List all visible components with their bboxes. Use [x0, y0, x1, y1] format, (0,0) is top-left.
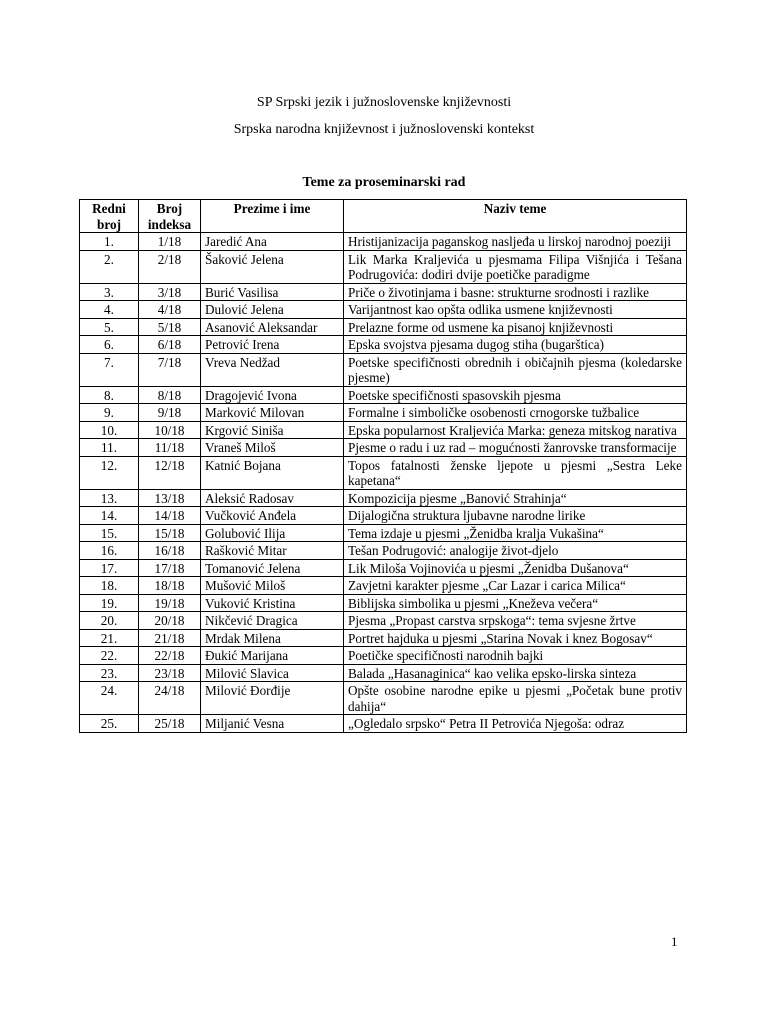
cell-ordinal: 15.	[80, 524, 139, 542]
table-row	[80, 353, 687, 386]
cell-student-name: Jaredić Ana	[201, 233, 344, 251]
topics-table	[79, 199, 687, 733]
cell-ordinal: 16.	[80, 542, 139, 560]
cell-index-number: 21/18	[139, 629, 201, 647]
cell-topic: Biblijska simbolika u pjesmi „Kneževa večera“	[344, 594, 687, 612]
cell-ordinal: 22.	[80, 647, 139, 665]
cell-student-name: Milović Slavica	[201, 664, 344, 682]
cell-index-number: 3/18	[139, 283, 201, 301]
cell-ordinal: 11.	[80, 439, 139, 457]
cell-student-name: Vraneš Miloš	[201, 439, 344, 457]
cell-ordinal: 1.	[80, 233, 139, 251]
cell-topic: Poetičke specifičnosti narodnih bajki	[344, 647, 687, 665]
cell-topic: Poetske specifičnosti obrednih i običajnih pjesma (koledarske pjesme)	[344, 353, 687, 386]
cell-index-number: 4/18	[139, 301, 201, 319]
cell-ordinal: 14.	[80, 507, 139, 525]
cell-topic: Varijantnost kao opšta odlika usmene književnosti	[344, 301, 687, 319]
cell-ordinal: 9.	[80, 404, 139, 422]
document-title: Teme za proseminarski rad	[302, 175, 466, 190]
column-header-name: Prezime i ime	[201, 200, 344, 233]
cell-student-name: Dulović Jelena	[201, 301, 344, 319]
table-row	[80, 250, 687, 283]
cell-student-name: Rašković Mitar	[201, 542, 344, 560]
cell-topic: Portret hajduka u pjesmi „Starina Novak i knez Bogosav“	[344, 629, 687, 647]
table-row	[80, 318, 687, 336]
cell-topic: Pjesma „Propast carstva srpskoga“: tema svjesne žrtve	[344, 612, 687, 630]
cell-index-number: 13/18	[139, 489, 201, 507]
cell-student-name: Petrović Irena	[201, 336, 344, 354]
table-row	[80, 489, 687, 507]
cell-topic: Pjesme o radu i uz rad – mogućnosti žanrovske transformacije	[344, 439, 687, 457]
cell-ordinal: 25.	[80, 715, 139, 733]
cell-ordinal: 4.	[80, 301, 139, 319]
cell-student-name: Nikčević Dragica	[201, 612, 344, 630]
cell-topic: „Ogledalo srpsko“ Petra II Petrovića Njegoša: odraz	[344, 715, 687, 733]
cell-student-name: Krgović Siniša	[201, 421, 344, 439]
table-row	[80, 283, 687, 301]
cell-index-number: 12/18	[139, 456, 201, 489]
cell-topic: Zavjetni karakter pjesme „Car Lazar i carica Milica“	[344, 577, 687, 595]
cell-ordinal: 12.	[80, 456, 139, 489]
table-row	[80, 612, 687, 630]
cell-topic: Hristijanizacija paganskog nasljeđa u lirskoj narodnoj poeziji	[344, 233, 687, 251]
cell-student-name: Šaković Jelena	[201, 250, 344, 283]
table-row	[80, 664, 687, 682]
cell-index-number: 24/18	[139, 682, 201, 715]
cell-student-name: Miljanić Vesna	[201, 715, 344, 733]
cell-student-name: Dragojević Ivona	[201, 386, 344, 404]
cell-index-number: 14/18	[139, 507, 201, 525]
table-row	[80, 594, 687, 612]
cell-ordinal: 2.	[80, 250, 139, 283]
cell-topic: Topos fatalnosti ženske ljepote u pjesmi „Sestra Leke kapetana“	[344, 456, 687, 489]
cell-topic: Lik Miloša Vojinovića u pjesmi „Ženidba Dušanova“	[344, 559, 687, 577]
cell-ordinal: 17.	[80, 559, 139, 577]
table-row	[80, 715, 687, 733]
cell-index-number: 20/18	[139, 612, 201, 630]
course-subtitle: Srpska narodna književnost i južnoslovenski kontekst	[233, 122, 535, 137]
cell-index-number: 6/18	[139, 336, 201, 354]
cell-index-number: 25/18	[139, 715, 201, 733]
cell-student-name: Katnić Bojana	[201, 456, 344, 489]
table-row	[80, 647, 687, 665]
table-row	[80, 577, 687, 595]
table-row	[80, 507, 687, 525]
cell-index-number: 17/18	[139, 559, 201, 577]
cell-index-number: 16/18	[139, 542, 201, 560]
cell-ordinal: 6.	[80, 336, 139, 354]
cell-topic: Tema izdaje u pjesmi „Ženidba kralja Vukašina“	[344, 524, 687, 542]
cell-topic: Opšte osobine narodne epike u pjesmi „Početak bune protiv dahija“	[344, 682, 687, 715]
cell-student-name: Milović Đorđije	[201, 682, 344, 715]
cell-student-name: Aleksić Radosav	[201, 489, 344, 507]
table-row	[80, 386, 687, 404]
cell-index-number: 7/18	[139, 353, 201, 386]
cell-topic: Formalne i simboličke osobenosti crnogorske tužbalice	[344, 404, 687, 422]
table-row	[80, 524, 687, 542]
cell-student-name: Burić Vasilisa	[201, 283, 344, 301]
cell-ordinal: 23.	[80, 664, 139, 682]
cell-index-number: 15/18	[139, 524, 201, 542]
cell-topic: Epska popularnost Kraljevića Marka: geneza mitskog narativa	[344, 421, 687, 439]
cell-topic: Dijalogična struktura ljubavne narodne lirike	[344, 507, 687, 525]
table-row	[80, 404, 687, 422]
column-header-topic: Naziv teme	[344, 200, 687, 233]
cell-student-name: Golubović Ilija	[201, 524, 344, 542]
column-header-index: Broj indeksa	[139, 200, 201, 233]
cell-topic: Tešan Podrugović: analogije život-djelo	[344, 542, 687, 560]
cell-topic: Poetske specifičnosti spasovskih pjesma	[344, 386, 687, 404]
table-row	[80, 559, 687, 577]
cell-ordinal: 24.	[80, 682, 139, 715]
column-header-ordinal: Redni broj	[80, 200, 139, 233]
cell-ordinal: 3.	[80, 283, 139, 301]
cell-student-name: Vučković Anđela	[201, 507, 344, 525]
cell-student-name: Tomanović Jelena	[201, 559, 344, 577]
cell-index-number: 23/18	[139, 664, 201, 682]
cell-index-number: 11/18	[139, 439, 201, 457]
cell-student-name: Mrdak Milena	[201, 629, 344, 647]
cell-student-name: Mušović Miloš	[201, 577, 344, 595]
cell-topic: Kompozicija pjesme „Banović Strahinja“	[344, 489, 687, 507]
cell-student-name: Vuković Kristina	[201, 594, 344, 612]
cell-index-number: 18/18	[139, 577, 201, 595]
cell-student-name: Đukić Marijana	[201, 647, 344, 665]
cell-topic: Balada „Hasanaginica“ kao velika epsko-lirska sinteza	[344, 664, 687, 682]
cell-ordinal: 19.	[80, 594, 139, 612]
cell-student-name: Vreva Nedžad	[201, 353, 344, 386]
cell-index-number: 22/18	[139, 647, 201, 665]
cell-ordinal: 20.	[80, 612, 139, 630]
cell-index-number: 10/18	[139, 421, 201, 439]
cell-topic: Priče o životinjama i basne: strukturne srodnosti i razlike	[344, 283, 687, 301]
cell-ordinal: 10.	[80, 421, 139, 439]
table-row	[80, 336, 687, 354]
table-row	[80, 421, 687, 439]
cell-ordinal: 13.	[80, 489, 139, 507]
cell-topic: Epska svojstva pjesama dugog stiha (bugarštica)	[344, 336, 687, 354]
cell-topic: Lik Marka Kraljevića u pjesmama Filipa Višnjića i Tešana Podrugovića: dodiri dvije poetičke paradigme	[344, 250, 687, 283]
table-row	[80, 233, 687, 251]
cell-ordinal: 21.	[80, 629, 139, 647]
cell-ordinal: 8.	[80, 386, 139, 404]
course-title: SP Srpski jezik i južnoslovenske književnosti	[256, 95, 512, 110]
cell-student-name: Marković Milovan	[201, 404, 344, 422]
table-row	[80, 682, 687, 715]
table-row	[80, 439, 687, 457]
cell-ordinal: 7.	[80, 353, 139, 386]
cell-index-number: 5/18	[139, 318, 201, 336]
page-number: 1	[671, 934, 678, 949]
cell-ordinal: 18.	[80, 577, 139, 595]
table-row	[80, 456, 687, 489]
cell-index-number: 8/18	[139, 386, 201, 404]
cell-index-number: 9/18	[139, 404, 201, 422]
table-row	[80, 629, 687, 647]
cell-topic: Prelazne forme od usmene ka pisanoj književnosti	[344, 318, 687, 336]
table-row	[80, 301, 687, 319]
cell-ordinal: 5.	[80, 318, 139, 336]
cell-index-number: 1/18	[139, 233, 201, 251]
table-row	[80, 542, 687, 560]
cell-index-number: 19/18	[139, 594, 201, 612]
cell-index-number: 2/18	[139, 250, 201, 283]
cell-student-name: Asanović Aleksandar	[201, 318, 344, 336]
table-header-row	[80, 200, 687, 233]
